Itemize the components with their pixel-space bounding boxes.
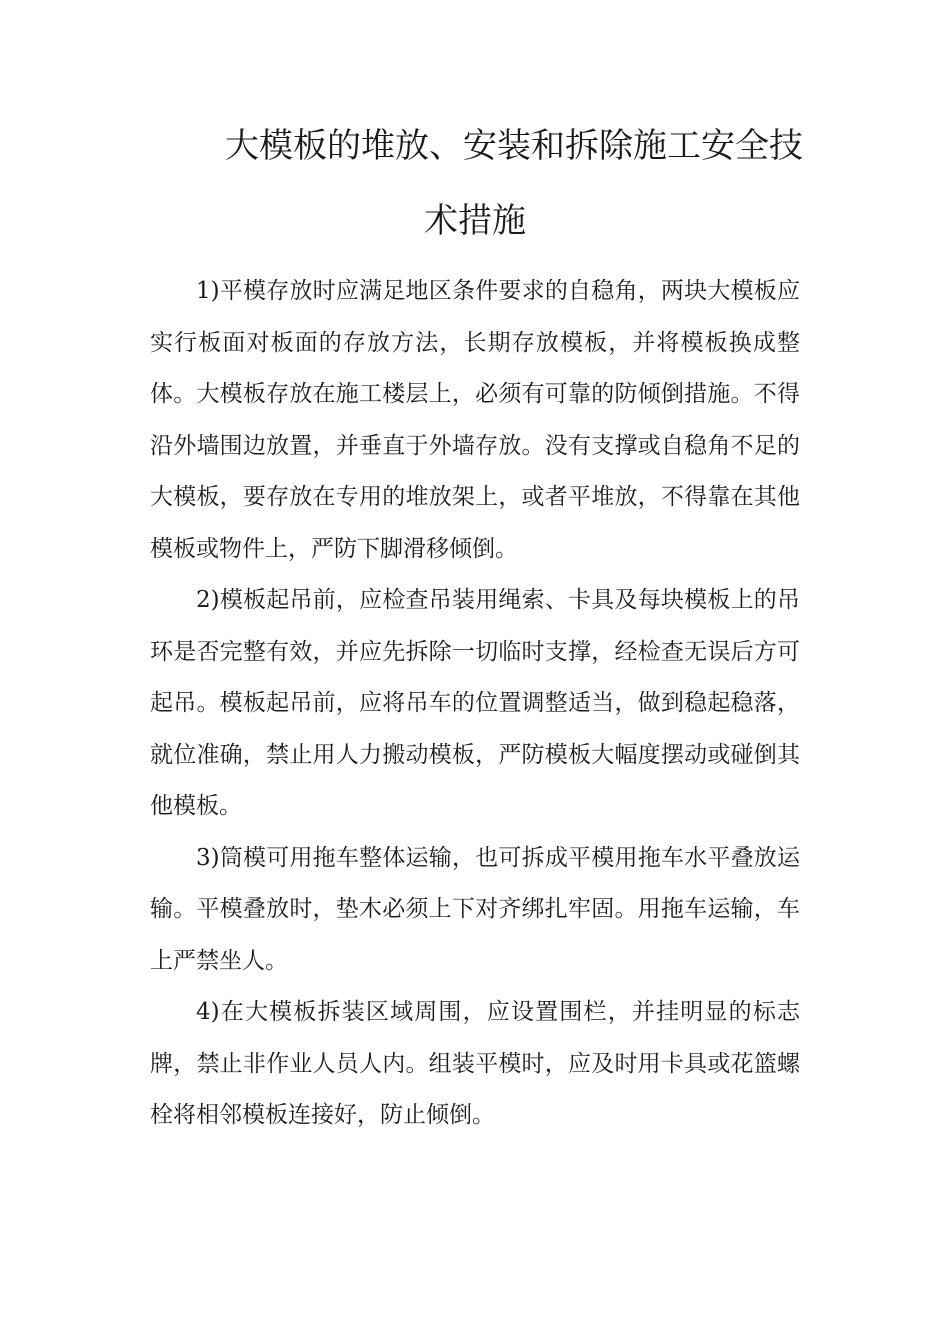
paragraph-2: 2)模板起吊前，应检查吊装用绳索、卡具及每块模板上的吊环是否完整有效，并应先拆除一切临时支撑，经检查无误后方可起吊。模板起吊前，应将吊车的位置调整适当，做到稳起稳落，就位准确，禁止用人力搬动模板，严防模板大幅度摆动或碰倒其他模板。 (150, 587, 800, 819)
document-title-line-2: 术措施 (424, 201, 526, 241)
document-title-line-1: 大模板的堆放、安装和拆除施工安全技 (225, 126, 803, 166)
paragraph-3: 3)筒模可用拖车整体运输，也可拆成平模用拖车水平叠放运输。平模叠放时，垫木必须上下对齐绑扎牢固。用拖车运输，车上严禁坐人。 (150, 844, 800, 974)
document-body (150, 266, 800, 1142)
paragraph-1: 1)平模存放时应满足地区条件要求的自稳角，两块大模板应实行板面对板面的存放方法，长期存放模板，并将模板换成整体。大模板存放在施工楼层上，必须有可靠的防倾倒措施。不得沿外墙围边放置，并垂直于外墙存放。没有支撑或自稳角不足的大模板，要存放在专用的堆放架上，或者平堆放，不得靠在其他模板或物件上，严防下脚滑移倾倒。 (150, 278, 800, 562)
paragraph-4: 4)在大模板拆装区域周围，应设置围栏，并挂明显的标志牌，禁止非作业人员人内。组装平模时，应及时用卡具或花篮螺栓将相邻模板连接好，防止倾倒。 (150, 999, 800, 1128)
